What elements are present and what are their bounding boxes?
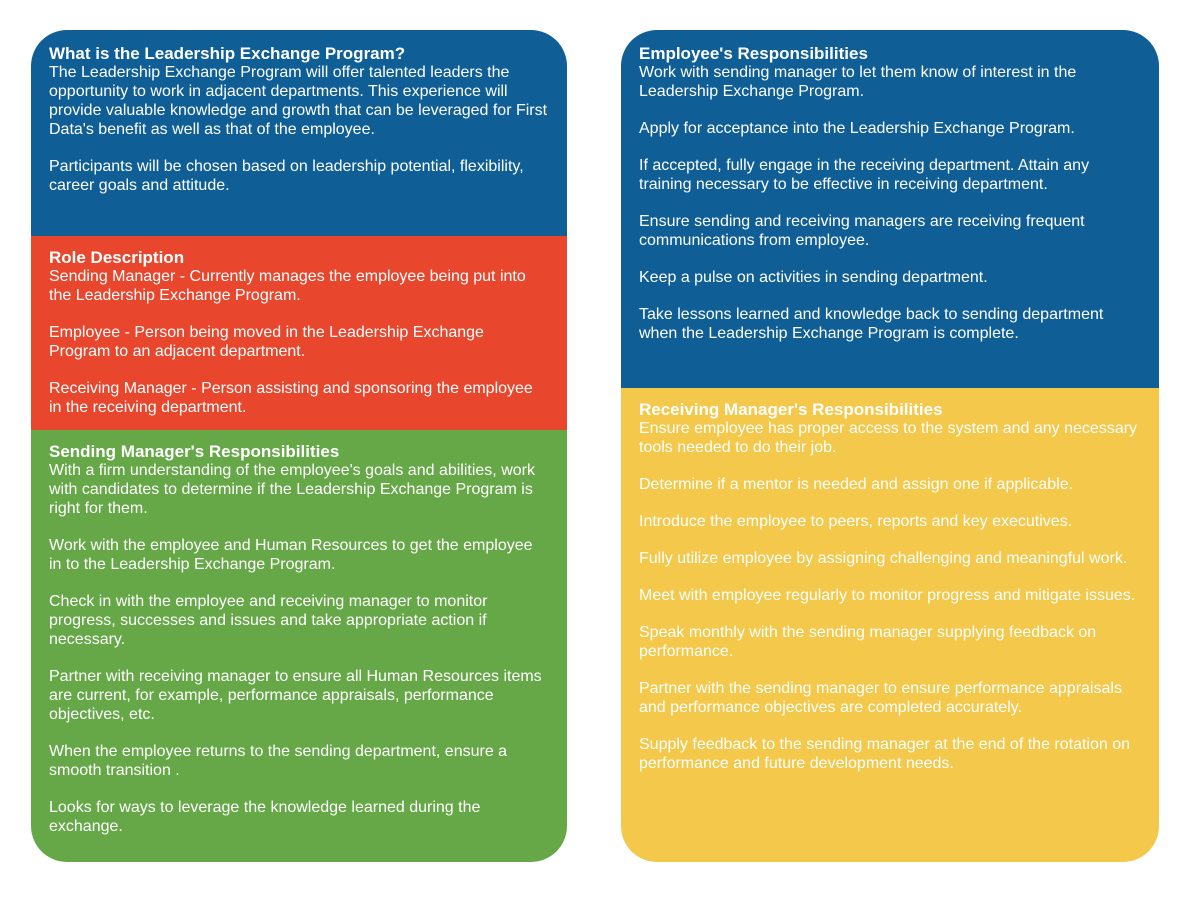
paragraph: Determine if a mentor is needed and assign one if applicable. [639,476,1074,493]
paragraph: Partner with receiving manager to ensure all Human Resources items are current, for example, performance appraisals, performance objectives, etc. [49,668,542,723]
section-heading: Receiving Manager's Responsibilities [639,400,943,419]
paragraph: Introduce the employee to peers, reports and key executives. [639,513,1073,530]
employee-responsibilities-section [621,30,1159,388]
section-heading: Employee's Responsibilities [639,44,868,63]
role-description-section [31,236,567,430]
paragraph: Keep a pulse on activities in sending department. [639,269,988,286]
paragraph: Ensure sending and receiving managers are receiving frequent communications from employee. [639,213,1085,249]
paragraph: Receiving Manager - Person assisting and sponsoring the employee in the receiving department. [49,380,533,416]
program-overview-section [31,30,567,236]
paragraph: Sending Manager - Currently manages the employee being put into the Leadership Exchange Program. [49,268,526,304]
right-card [621,30,1159,862]
paragraph: Employee - Person being moved in the Leadership Exchange Program to an adjacent department. [49,324,484,360]
section-heading: What is the Leadership Exchange Program? [49,44,406,63]
paragraph: Partner with the sending manager to ensure performance appraisals and performance objectives are completed accurately. [639,680,1122,716]
section-heading: Role Description [49,248,185,267]
receiving-manager-section [621,388,1159,862]
left-card [31,30,567,862]
section-heading: Sending Manager's Responsibilities [49,442,340,461]
paragraph: When the employee returns to the sending department, ensure a smooth transition . [49,743,508,779]
paragraph: Apply for acceptance into the Leadership Exchange Program. [639,120,1075,137]
paragraph: Work with sending manager to let them know of interest in the Leadership Exchange Program. [639,64,1077,100]
paragraph: Looks for ways to leverage the knowledge learned during the exchange. [49,799,481,835]
paragraph: If accepted, fully engage in the receiving department. Attain any training necessary to be effective in receiving department. [639,157,1090,193]
paragraph: The Leadership Exchange Program will offer talented leaders the opportunity to work in adjacent departments. This experience will provide valuable knowledge and growth that can be leveraged for First Data's benefit as well as that of the employee. [49,64,548,138]
paragraph: Check in with the employee and receiving manager to monitor progress, successes and issues and take appropriate action if necessary. [49,593,488,648]
paragraph: Take lessons learned and knowledge back to sending department when the Leadership Exchange Program is complete. [639,306,1104,342]
paragraph: Speak monthly with the sending manager supplying feedback on performance. [639,624,1097,660]
paragraph: Ensure employee has proper access to the system and any necessary tools needed to do their job. [639,420,1138,456]
sending-manager-section [31,430,567,862]
paragraph: Supply feedback to the sending manager at the end of the rotation on performance and future development needs. [639,736,1131,772]
paragraph: Participants will be chosen based on leadership potential, flexibility, career goals and attitude. [49,158,524,194]
paragraph: With a firm understanding of the employee's goals and abilities, work with candidates to determine if the Leadership Exchange Program is right for them. [49,462,535,517]
paragraph: Fully utilize employee by assigning challenging and meaningful work. [639,550,1128,567]
paragraph: Work with the employee and Human Resources to get the employee in to the Leadership Exchange Program. [49,537,533,573]
paragraph: Meet with employee regularly to monitor progress and mitigate issues. [639,587,1136,604]
